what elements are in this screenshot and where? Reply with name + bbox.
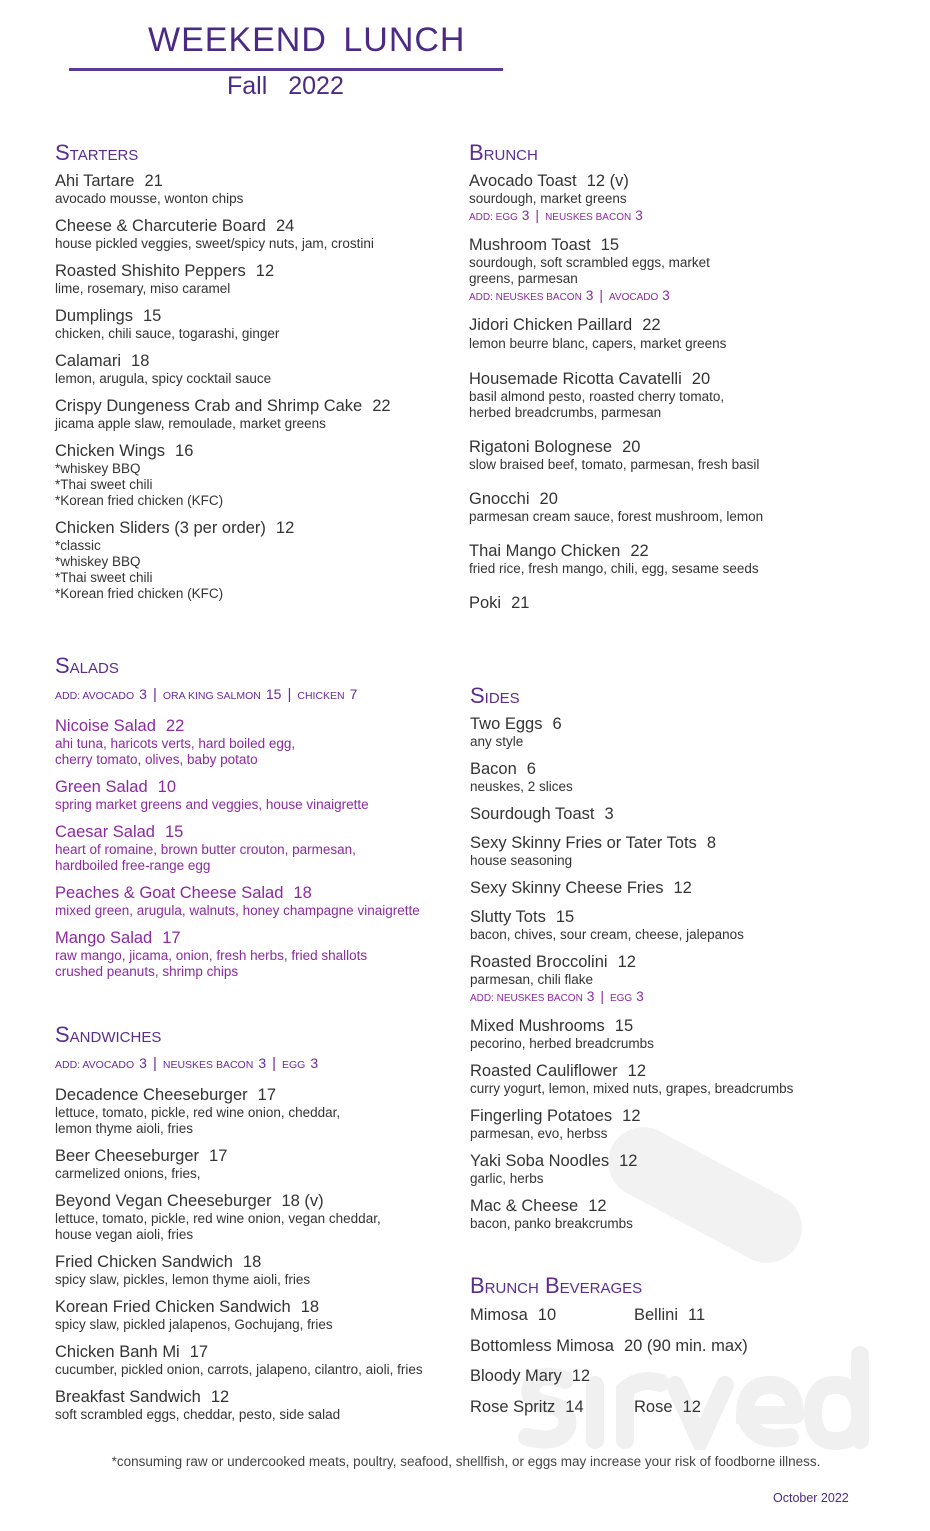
item-name: Slutty Tots: [470, 908, 546, 926]
item-name: Mac & Cheese: [470, 1197, 579, 1215]
add-on-price: 3: [139, 686, 147, 702]
menu-item: [470, 908, 793, 943]
menu-item: [470, 1107, 793, 1142]
menu-item-title: [469, 438, 763, 457]
menu-item-title: [469, 594, 763, 613]
menu-item-title: [55, 778, 420, 797]
item-description: jicama apple slaw, remoulade, market greens: [55, 416, 326, 431]
item-price: 17: [162, 929, 181, 947]
item-add-ons: [469, 287, 763, 306]
menu-item-title: [470, 879, 793, 898]
item-name: Dumplings: [55, 307, 133, 325]
add-on-label: ADD: AVOCADO: [55, 690, 135, 702]
add-separator: |: [599, 287, 603, 303]
item-name: Peaches & Goat Cheese Salad: [55, 884, 284, 902]
item-price: 18: [131, 352, 150, 370]
item-name: Korean Fried Chicken Sandwich: [55, 1298, 291, 1316]
menu-item: [55, 778, 420, 813]
beverage-name: Bottomless Mimosa: [470, 1336, 614, 1355]
menu-item: [469, 490, 763, 525]
add-on-price: 15: [265, 686, 282, 702]
add-separator: |: [272, 1055, 277, 1072]
item-price: 12: [619, 1152, 638, 1170]
item-price: 12: [275, 519, 295, 537]
menu-item-title: [470, 834, 793, 853]
item-description: bacon, chives, sour cream, cheese, jalepanos: [470, 927, 744, 942]
add-on-label: AVOCADO: [608, 292, 659, 303]
item-price: 12: [255, 262, 275, 280]
item-price: 21: [511, 594, 530, 612]
item-name: Housemade Ricotta Cavatelli: [469, 370, 682, 388]
menu-item-title: [55, 1343, 423, 1362]
item-description: garlic, herbs: [470, 1171, 544, 1186]
add-on-price: 3: [586, 989, 595, 1004]
item-description: spicy slaw, pickles, lemon thyme aioli, fries: [55, 1272, 311, 1287]
menu-item: [470, 1017, 793, 1052]
item-description: *classic: [55, 538, 101, 553]
item-name: Gnocchi: [469, 490, 530, 508]
item-name: Caesar Salad: [55, 823, 155, 841]
beverage-name: Bellini: [634, 1306, 679, 1324]
item-description: parmesan, evo, herbss: [470, 1126, 608, 1141]
item-description: greens, parmesan: [469, 271, 578, 286]
item-price: 21: [144, 172, 163, 190]
item-description: *whiskey BBQ: [55, 554, 141, 569]
item-description: lettuce, tomato, pickle, red wine onion, cheddar,: [55, 1105, 341, 1120]
menu-item-title: [55, 1086, 423, 1105]
item-description: any style: [470, 734, 524, 749]
menu-item: [55, 823, 420, 874]
menu-item-title: [55, 172, 391, 191]
section-heading: Sandwiches: [55, 1022, 162, 1047]
menu-item: [55, 929, 420, 980]
item-price: 20: [691, 370, 711, 388]
beverage-row: [470, 1305, 748, 1336]
item-description: lemon, arugula, spicy cocktail sauce: [55, 371, 272, 386]
item-name: Avocado Toast: [469, 172, 577, 190]
menu-item: [55, 442, 391, 509]
add-on-price: 3: [585, 288, 594, 303]
item-price: 12: [622, 1107, 641, 1125]
item-price: 17: [209, 1147, 228, 1165]
item-name: Crispy Dungeness Crab and Shrimp Cake: [55, 397, 363, 415]
item-price: 6: [526, 760, 536, 778]
beverage-price: 20 (90 min. max): [623, 1336, 748, 1355]
item-description: carmelized onions, fries,: [55, 1166, 201, 1181]
menu-item-title: [470, 805, 793, 824]
add-separator: |: [152, 686, 157, 703]
menu-item: [470, 879, 793, 898]
menu-item-title: [55, 1253, 423, 1272]
menu-item-title: [470, 1107, 793, 1126]
item-description: curry yogurt, lemon, mixed nuts, grapes, breadcrumbs: [470, 1081, 794, 1096]
menu-item: [55, 307, 391, 342]
menu-item-title: [470, 760, 793, 779]
menu-item: [55, 1253, 423, 1288]
menu-item-title: [470, 1017, 793, 1036]
item-name: Nicoise Salad: [55, 717, 156, 735]
menu-title: WEEKEND LUNCH: [148, 21, 466, 59]
item-price: 3: [604, 805, 614, 823]
menu-item-title: [55, 442, 391, 461]
menu-item-title: [470, 715, 793, 734]
item-description: cherry tomato, olives, baby potato: [55, 752, 258, 767]
menu-item-title: [55, 823, 420, 842]
item-name: Cheese & Charcuterie Board: [55, 217, 266, 235]
item-description: bacon, panko breakcrumbs: [470, 1216, 633, 1231]
menu-item-title: [470, 1062, 793, 1081]
add-on-label: CHICKEN: [297, 690, 345, 702]
section-heading: Starters: [55, 140, 139, 165]
item-price: 22: [165, 717, 185, 735]
item-description: house vegan aioli, fries: [55, 1227, 194, 1242]
menu-item: [55, 717, 420, 768]
beverage-price: 14: [565, 1397, 584, 1416]
add-on-price: 3: [636, 989, 644, 1004]
item-add-ons: [469, 207, 763, 226]
item-name: Breakfast Sandwich: [55, 1388, 201, 1406]
item-description: *Thai sweet chili: [55, 477, 153, 492]
menu-item: [470, 953, 793, 1007]
menu-item-title: [469, 490, 763, 509]
item-description: *Thai sweet chili: [55, 570, 153, 585]
item-price: 22: [372, 397, 391, 415]
item-name: Two Eggs: [470, 715, 543, 733]
item-price: 15: [164, 823, 184, 841]
item-price: 12: [588, 1197, 607, 1215]
beverage-name: Mimosa: [470, 1306, 528, 1324]
item-description: house pickled veggies, sweet/spicy nuts, jam, crostini: [55, 236, 374, 251]
beverage-name: Bloody Mary: [470, 1367, 562, 1385]
item-name: Ahi Tartare: [55, 172, 135, 190]
menu-item: [469, 370, 763, 421]
add-separator: |: [600, 988, 604, 1004]
item-name: Thai Mango Chicken: [469, 542, 621, 560]
item-name: Yaki Soba Noodles: [470, 1152, 610, 1170]
item-description: spring market greens and veggies, house vinaigrette: [55, 797, 369, 812]
item-description: herbed breadcrumbs, parmesan: [469, 405, 662, 420]
item-description: sourdough, market greens: [469, 191, 627, 206]
add-separator: |: [152, 1055, 157, 1072]
beverage-item: [470, 1398, 584, 1416]
beverage-item: [470, 1306, 556, 1324]
item-price: 12: [210, 1388, 230, 1406]
item-name: Green Salad: [55, 778, 148, 796]
item-description: basil almond pesto, roasted cherry tomato,: [469, 389, 725, 404]
menu-item-title: [55, 519, 391, 538]
item-name: Jidori Chicken Paillard: [469, 316, 633, 334]
beverage-row: [470, 1397, 748, 1428]
menu-item-title: [469, 172, 763, 191]
add-on-label: EGG: [282, 1059, 306, 1071]
menu-item: [55, 1343, 423, 1378]
item-price: 22: [630, 542, 649, 560]
item-price: 22: [642, 316, 661, 334]
menu-item: [469, 236, 763, 306]
menu-item-title: [470, 1197, 793, 1216]
menu-item: [469, 542, 763, 577]
item-price: 18 (v): [281, 1192, 324, 1210]
menu-item: [469, 438, 763, 473]
item-description: parmesan, chili flake: [470, 972, 594, 987]
item-name: Poki: [469, 594, 502, 612]
item-description: pecorino, herbed breadcrumbs: [470, 1036, 654, 1051]
item-description: lemon beurre blanc, capers, market greens: [469, 336, 727, 351]
item-price: 16: [175, 442, 194, 460]
menu-item-title: [55, 1147, 423, 1166]
item-name: Bacon: [470, 760, 517, 778]
menu-item-title: [55, 397, 391, 416]
item-name: Sexy Skinny Cheese Fries: [470, 879, 664, 897]
item-description: heart of romaine, brown butter crouton, parmesan,: [55, 842, 356, 857]
item-price: 12 (v): [586, 172, 629, 190]
item-name: Roasted Shishito Peppers: [55, 262, 246, 280]
item-price: 18: [293, 884, 312, 902]
item-description: lime, rosemary, miso caramel: [55, 281, 231, 296]
item-description: cucumber, pickled onion, carrots, jalapeno, cilantro, aioli, fries: [55, 1362, 423, 1377]
menu-item: [55, 1388, 423, 1423]
section-sides: [470, 683, 793, 1242]
item-price: 12: [673, 879, 692, 897]
add-on-label: ORA KING SALMON: [162, 690, 261, 702]
beverage-item: [470, 1337, 748, 1355]
item-price: 6: [552, 715, 562, 733]
item-price: 18: [300, 1298, 320, 1316]
food-safety-disclaimer: *consuming raw or undercooked meats, poultry, seafood, shellfish, or eggs may increase your risk of foodborne illness.: [111, 1454, 821, 1469]
menu-item-title: [470, 908, 793, 927]
item-name: Mixed Mushrooms: [470, 1017, 605, 1035]
section-heading: Brunch: [469, 140, 538, 165]
item-name: Chicken Sliders (3 per order): [55, 519, 266, 537]
beverage-item: [634, 1397, 701, 1417]
menu-item-title: [55, 1298, 423, 1317]
menu-item: [55, 217, 391, 252]
beverage-name: Rose: [634, 1397, 673, 1416]
section-brunch: [469, 140, 763, 630]
menu-item-title: [469, 370, 763, 389]
menu-item: [55, 1192, 423, 1243]
menu-item-title: [55, 1192, 423, 1211]
add-on-price: 3: [662, 288, 670, 303]
add-on-label: NEUSKES BACON: [162, 1059, 254, 1071]
menu-item: [470, 834, 793, 869]
item-price: 12: [617, 953, 636, 971]
menu-item-title: [55, 717, 420, 736]
item-price: 15: [614, 1017, 634, 1035]
menu-item-title: [55, 352, 391, 371]
item-name: Chicken Banh Mi: [55, 1343, 180, 1361]
item-description: neuskes, 2 slices: [470, 779, 573, 794]
beverage-row: [470, 1336, 748, 1367]
menu-item-title: [55, 884, 420, 903]
menu-item: [470, 1152, 793, 1187]
menu-date: October 2022: [773, 1491, 849, 1505]
item-description: mixed green, arugula, walnuts, honey champagne vinaigrette: [55, 903, 420, 918]
beverage-price: 12: [571, 1367, 591, 1385]
item-name: Chicken Wings: [55, 442, 166, 460]
menu-item: [55, 1086, 423, 1137]
add-separator: |: [535, 207, 540, 223]
item-description: house seasoning: [470, 853, 573, 868]
section-heading: Brunch Beverages: [470, 1273, 643, 1298]
menu-item-title: [55, 307, 391, 326]
menu-item-title: [469, 316, 763, 335]
menu-item: [470, 805, 793, 824]
add-on-price: 3: [635, 208, 643, 223]
item-price: 17: [257, 1086, 276, 1104]
item-description: hardboiled free-range egg: [55, 858, 211, 873]
add-on-price: 3: [310, 1055, 319, 1071]
menu-item: [470, 1197, 793, 1232]
item-name: Roasted Broccolini: [470, 953, 608, 971]
item-price: 20: [539, 490, 558, 508]
title-divider: [69, 68, 503, 71]
section-starters: [55, 140, 391, 612]
menu-item-title: [470, 1152, 793, 1171]
item-price: 15: [600, 236, 620, 254]
item-name: Mushroom Toast: [469, 236, 591, 254]
menu-item-title: [55, 929, 420, 948]
item-description: spicy slaw, pickled jalapenos, Gochujang, fries: [55, 1317, 333, 1332]
item-name: Roasted Cauliflower: [470, 1062, 618, 1080]
beverage-price: 12: [682, 1397, 701, 1416]
menu-item: [469, 316, 763, 353]
beverage-row: [470, 1366, 748, 1397]
item-price: 8: [706, 834, 716, 852]
menu-item: [55, 1298, 423, 1333]
item-price: 15: [555, 908, 575, 926]
item-price: 10: [157, 778, 177, 796]
beverage-name: Rose Spritz: [470, 1397, 556, 1416]
item-description: *Korean fried chicken (KFC): [55, 586, 224, 601]
beverage-item: [470, 1367, 590, 1385]
add-on-price: 3: [139, 1055, 147, 1071]
beverage-price: 11: [688, 1306, 706, 1324]
item-price: 20: [622, 438, 641, 456]
item-price: 18: [242, 1253, 262, 1271]
item-name: Sexy Skinny Fries or Tater Tots: [470, 834, 697, 852]
item-description: lemon thyme aioli, fries: [55, 1121, 194, 1136]
menu-item-title: [55, 262, 391, 281]
item-name: Fingerling Potatoes: [470, 1107, 613, 1125]
item-price: 12: [627, 1062, 647, 1080]
item-price: 24: [275, 217, 295, 235]
item-description: slow braised beef, tomato, parmesan, fresh basil: [469, 457, 760, 472]
item-name: Rigatoni Bolognese: [469, 438, 613, 456]
item-description: sourdough, soft scrambled eggs, market: [469, 255, 710, 270]
add-on-label: NEUSKES BACON: [545, 212, 632, 223]
item-description: *Korean fried chicken (KFC): [55, 493, 224, 508]
section-add-ons: [55, 1054, 423, 1074]
menu-item: [55, 397, 391, 432]
section-salads: [55, 653, 420, 990]
item-description: crushed peanuts, shrimp chips: [55, 964, 239, 979]
add-on-label: ADD: NEUSKES BACON: [469, 292, 582, 303]
section-heading: Sides: [470, 683, 520, 708]
menu-item: [55, 884, 420, 919]
menu-item: [55, 1147, 423, 1182]
add-on-price: 3: [258, 1055, 267, 1071]
section-add-ons: [55, 685, 420, 705]
menu-item: [55, 352, 391, 387]
beverage-price: 10: [537, 1306, 557, 1324]
menu-item: [470, 715, 793, 750]
menu-item-title: [469, 542, 763, 561]
section-heading: Salads: [55, 653, 119, 678]
item-description: fried rice, fresh mango, chili, egg, sesame seeds: [469, 561, 759, 576]
item-name: Mango Salad: [55, 929, 153, 947]
item-name: Sourdough Toast: [470, 805, 595, 823]
item-price: 17: [189, 1343, 209, 1361]
menu-item-title: [470, 953, 793, 972]
item-name: Beer Cheeseburger: [55, 1147, 200, 1165]
add-on-label: ADD: EGG: [469, 212, 518, 223]
item-name: Calamari: [55, 352, 122, 370]
item-name: Fried Chicken Sandwich: [55, 1253, 233, 1271]
item-description: raw mango, jicama, onion, fresh herbs, fried shallots: [55, 948, 368, 963]
item-description: lettuce, tomato, pickle, red wine onion, vegan cheddar,: [55, 1211, 381, 1226]
add-on-label: EGG: [609, 993, 633, 1004]
menu-item: [470, 760, 793, 795]
item-description: avocado mousse, wonton chips: [55, 191, 244, 206]
menu-item: [470, 1062, 793, 1097]
item-name: Decadence Cheeseburger: [55, 1086, 248, 1104]
menu-item: [469, 594, 763, 613]
item-description: *whiskey BBQ: [55, 461, 141, 476]
item-description: chicken, chili sauce, togarashi, ginger: [55, 326, 280, 341]
item-description: soft scrambled eggs, cheddar, pesto, side salad: [55, 1407, 341, 1422]
menu-season: Fall 2022: [227, 72, 344, 100]
add-on-price: 7: [349, 686, 358, 702]
add-on-label: ADD: AVOCADO: [55, 1059, 135, 1071]
item-description: ahi tuna, haricots verts, hard boiled egg,: [55, 736, 296, 751]
item-price: 15: [142, 307, 162, 325]
beverage-item: [634, 1305, 705, 1325]
section-sandwiches: [55, 1022, 423, 1433]
add-separator: |: [287, 686, 292, 703]
menu-item: [55, 172, 391, 207]
menu-item: [55, 519, 391, 602]
menu-item-title: [469, 236, 763, 255]
item-add-ons: [470, 988, 793, 1007]
menu-item: [55, 262, 391, 297]
item-description: parmesan cream sauce, forest mushroom, lemon: [469, 509, 764, 524]
add-on-price: 3: [521, 208, 530, 223]
item-name: Beyond Vegan Cheeseburger: [55, 1192, 272, 1210]
menu-item-title: [55, 217, 391, 236]
add-on-label: ADD: NEUSKES BACON: [470, 993, 583, 1004]
menu-item: [469, 172, 763, 226]
section-brunch-beverages: [470, 1273, 748, 1427]
menu-item-title: [55, 1388, 423, 1407]
